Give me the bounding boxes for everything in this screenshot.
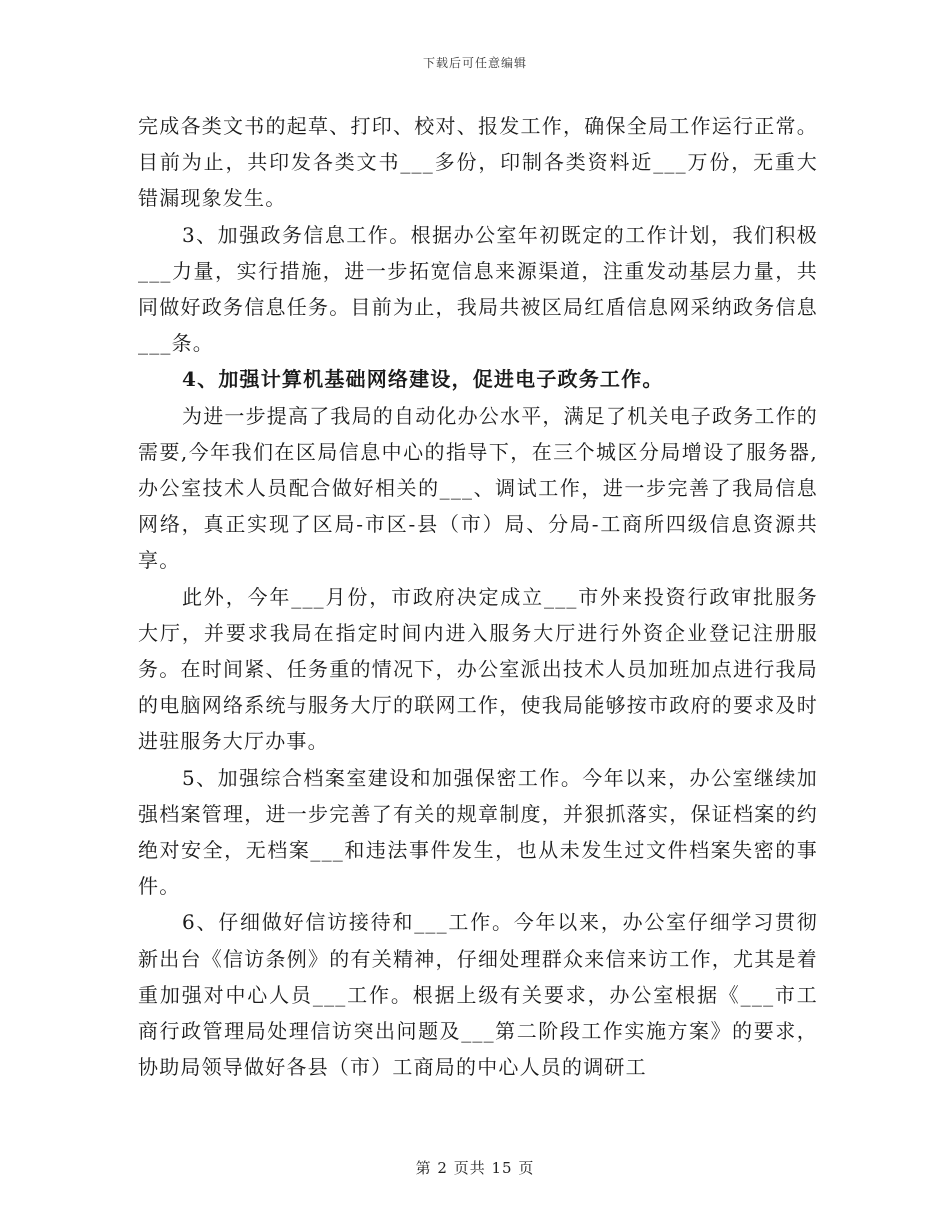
- paragraph: 6、仔细做好信访接待和___工作。今年以来，办公室仔细学习贯彻新出台《信访条例》的有关精神，仔细处理群众来信来访工作，尤其是着重加强对中心人员___工作。根据上级有关要求，办公室根据《___市工商行政管理局处理信访突出问题及___第二阶段工作实施方案》的要求，协助局领导做好各县（市）工商局的中心人员的调研工: [138, 910, 818, 1080]
- page-header: 下载后可任意编辑: [422, 56, 527, 70]
- section-heading: 4、加强计算机基础网络建设，促进电子政务工作。: [182, 367, 664, 392]
- paragraph: 此外，今年___月份，市政府决定成立___市外来投资行政审批服务大厅，并要求我局在指定时间内进入服务大厅进行外资企业登记注册服务。在时间紧、任务重的情况下，办公室派出技术人员加班加点进行我局的电脑网络系统与服务大厅的联网工作，使我局能够按市政府的要求及时进驻服务大厅办事。: [138, 584, 818, 754]
- paragraph: 完成各类文书的起草、打印、校对、报发工作，确保全局工作运行正常。目前为止，共印发各类文书___多份，印制各类资料近___万份，无重大错漏现象发生。: [138, 114, 818, 211]
- page-footer: 第 2 页共 15 页: [415, 1159, 535, 1177]
- paragraph: 5、加强综合档案室建设和加强保密工作。今年以来，办公室继续加强档案管理，进一步完善了有关的规章制度，并狠抓落实，保证档案的约绝对安全，无档案___和违法事件发生，也从未发生过文件档案失密的事件。: [138, 765, 818, 899]
- document-body: [138, 108, 818, 1085]
- paragraph: 3、加强政务信息工作。根据办公室年初既定的工作计划，我们积极___力量，实行措施，进一步拓宽信息来源渠道，注重发动基层力量，共同做好政务信息任务。目前为止，我局共被区局红盾信息网采纳政务信息___条。: [138, 222, 818, 356]
- paragraph: 为进一步提高了我局的自动化办公水平，满足了机关电子政务工作的需要,今年我们在区局信息中心的指导下，在三个城区分局增设了服务器,办公室技术人员配合做好相关的___、调试工作，进一步完善了我局信息网络，真正实现了区局-市区-县（市）局、分局-工商所四级信息资源共享。: [138, 403, 818, 573]
